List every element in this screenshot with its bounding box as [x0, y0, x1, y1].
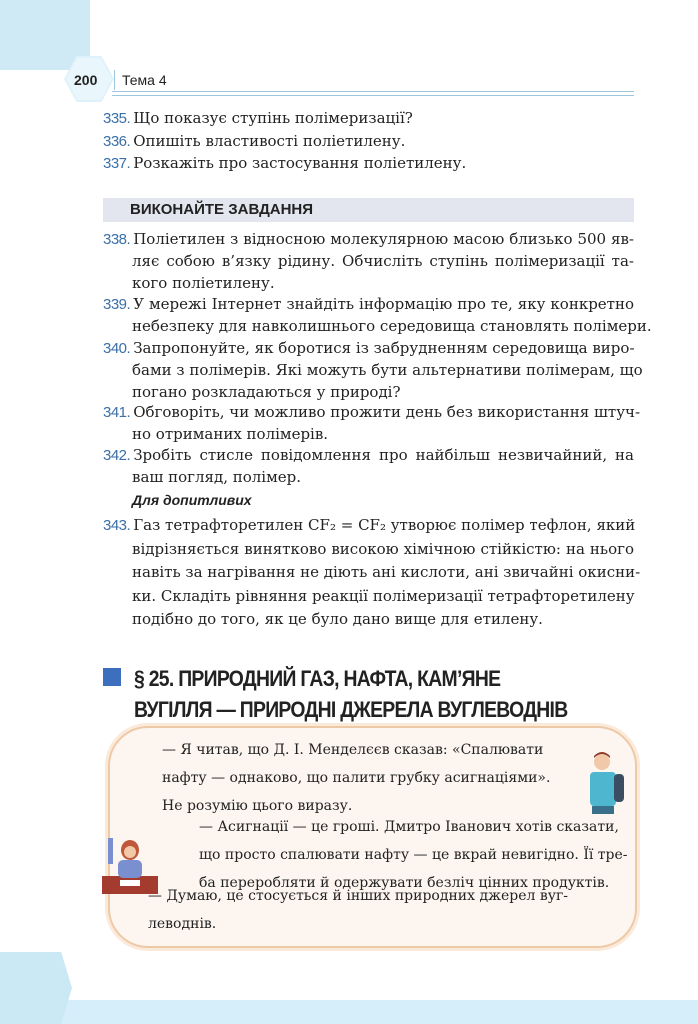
dialog-line: Не розумію цього виразу.: [162, 798, 353, 814]
dialog-line: — Думаю, це стосується й інших природних джерел вуг-: [148, 888, 569, 904]
exercise-line: [103, 250, 634, 272]
exercise-item: [103, 401, 641, 445]
exercise-text: ки. Складіть рівняння реакції полімеризації тетрафторетилену: [132, 586, 635, 605]
exercise-line: [103, 466, 634, 488]
exercise-line: [103, 423, 634, 445]
page-number: 200: [74, 72, 98, 88]
exercise-text: Опишіть властивості поліетилену.: [133, 132, 406, 150]
exercise-text: Поліетилен з відносною молекулярною масою близько 500 яв-: [133, 230, 634, 248]
exercise-item: [103, 228, 634, 294]
exercise-line: [103, 228, 634, 250]
exercise-item: [103, 107, 634, 129]
exercise-line: [103, 130, 634, 152]
exercise-number: 335.: [103, 110, 131, 127]
exercise-text: кого поліетилену.: [132, 274, 275, 292]
header-separator: [114, 70, 115, 90]
exercise-item: [103, 293, 652, 337]
exercise-text: Зробіть стисле повідомлення про найбільш незвичайний, на: [133, 446, 634, 464]
exercise-item: [103, 337, 643, 403]
exercise-line: [103, 337, 634, 359]
exercise-text: Обговоріть, чи можливо прожити день без використання штуч-: [133, 403, 641, 421]
section-title-line1: § 25. ПРИРОДНИЙ ГАЗ, НАФТА, КАМ’ЯНЕ: [134, 666, 501, 691]
exercise-text: Розкажіть про застосування поліетилену.: [133, 154, 467, 172]
exercise-line: [103, 381, 634, 403]
header-rule: [112, 91, 634, 96]
curious-label: Для допитливих: [132, 492, 252, 508]
exercise-line: [103, 272, 634, 294]
exercise-number: 341.: [103, 404, 131, 421]
boy-illustration-icon: [580, 752, 630, 814]
exercise-line: [103, 152, 634, 174]
exercise-item: [103, 514, 641, 632]
exercise-text: Запропонуйте, як боротися із забрудненням середовища виро-: [133, 339, 635, 357]
section-title-line2: ВУГІЛЛЯ — ПРИРОДНІ ДЖЕРЕЛА ВУГЛЕВОДНІВ: [134, 697, 568, 722]
exercise-line: [103, 561, 641, 585]
dialog-line: — Асигнації — це гроші. Дмитро Іванович хотів сказати,: [199, 819, 619, 835]
exercise-number: 343.: [103, 517, 131, 534]
exercise-text: подібно до того, як це було дано вище для етилену.: [132, 610, 543, 628]
footer-hexagon: [0, 952, 72, 1024]
dialog-line: ба переробляти й одержувати безліч цінних продуктів.: [199, 875, 610, 891]
exercise-text: ляє собою в’язку рідину. Обчисліть ступінь полімеризації та-: [132, 252, 634, 270]
exercise-item: [103, 152, 634, 174]
exercise-text: відрізняється винятково високою хімічною стійкістю: на нього: [132, 539, 634, 558]
exercise-text: ваш погляд, полімер.: [132, 468, 302, 486]
exercise-text: бами з полімерів. Які можуть бути альтернативи полімерам, що: [132, 361, 643, 379]
exercise-text: но отриманих полімерів.: [132, 425, 329, 443]
exercise-text: небезпеку для навколишнього середовища становлять полімери.: [132, 317, 652, 335]
exercise-text: Газ тетрафторетилен CF₂ = CF₂ утворює полімер тефлон, який: [133, 516, 636, 534]
exercise-line: [103, 293, 634, 315]
exercise-text: погано розкладаються у природі?: [132, 383, 401, 401]
tasks-heading-band: [103, 198, 634, 222]
exercise-line: [103, 315, 652, 337]
exercise-line: [103, 444, 634, 466]
exercise-number: 337.: [103, 155, 131, 172]
exercise-line: [103, 359, 643, 381]
topic-label: Тема 4: [122, 72, 167, 88]
dialog-line: нафту — однаково, що палити грубку асигнаціями».: [162, 770, 551, 786]
exercise-number: 342.: [103, 447, 131, 464]
footer-band: [0, 1000, 698, 1024]
exercise-line: [103, 514, 634, 538]
exercise-number: 336.: [103, 133, 131, 150]
exercise-line: [103, 538, 634, 562]
exercise-line: [103, 585, 634, 609]
exercise-text: У мережі Інтернет знайдіть інформацію про те, яку конкретно: [133, 295, 634, 313]
exercise-item: [103, 130, 634, 152]
exercise-text: Що показує ступінь полімеризації?: [133, 109, 413, 127]
tasks-heading: ВИКОНАЙТЕ ЗАВДАННЯ: [130, 201, 314, 218]
exercise-number: 339.: [103, 296, 131, 313]
dialog-line: — Я читав, що Д. І. Менделєєв сказав: «Спалювати: [162, 742, 544, 758]
exercise-item: [103, 444, 634, 488]
dialog-line: леводнів.: [148, 916, 217, 932]
exercise-line: [103, 107, 634, 129]
exercise-number: 338.: [103, 231, 131, 248]
exercise-text: навіть за нагрівання не діють ані кислоти, ані звичайні окисни-: [132, 563, 641, 581]
exercise-line: [103, 401, 641, 423]
dialog-line: що просто спалювати нафту — це вкрай невигідно. Її тре-: [199, 847, 628, 863]
exercise-line: [103, 608, 634, 632]
section-marker-square: [103, 668, 121, 686]
exercise-number: 340.: [103, 340, 131, 357]
